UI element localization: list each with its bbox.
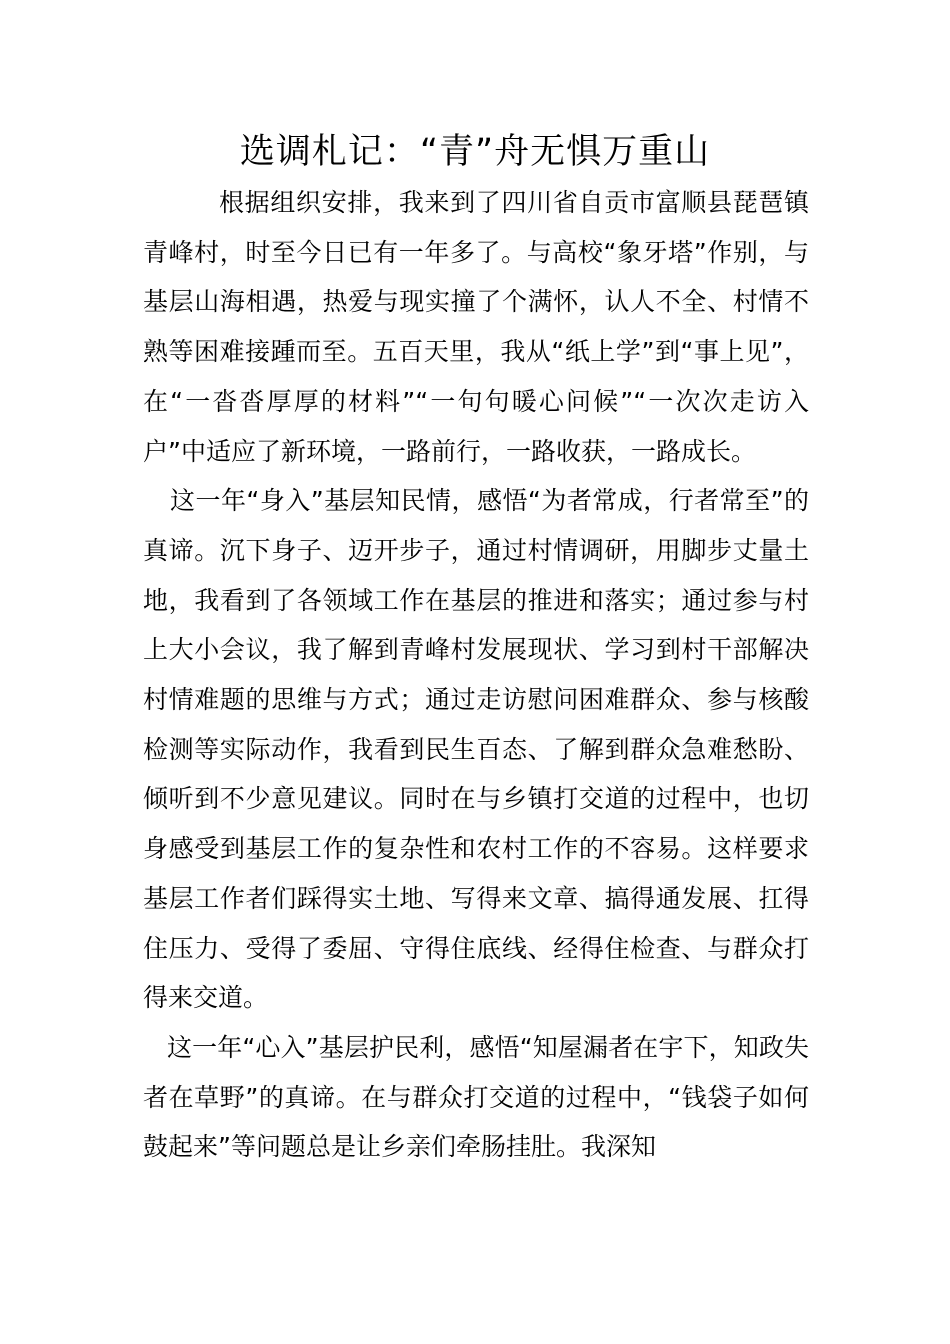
- document-body: [143, 178, 809, 1172]
- paragraph-2: 这一年“身入”基层知民情，感悟“为者常成，行者常至”的真谛。沉下身子、迈开步子，通过村情调研，用脚步丈量土地，我看到了各领域工作在基层的推进和落实；通过参与村上大小会议，我了解到青峰村发展现状、学习到村干部解决村情难题的思维与方式；通过走访慰问困难群众、参与核酸检测等实际动作，我看到民生百态、了解到群众急难愁盼、倾听到不少意见建议。同时在与乡镇打交道的过程中，也切身感受到基层工作的复杂性和农村工作的不容易。这样要求基层工作者们踩得实土地、写得来文章、搞得通发展、扛得住压力、受得了委屈、守得住底线、经得住检查、与群众打得来交道。: [143, 486, 809, 1013]
- document-title: 选调札记：“青”舟无惧万重山: [239, 132, 711, 172]
- paragraph-3: 这一年“心入”基层护民利，感悟“知屋漏者在宇下，知政失者在草野”的真谛。在与群众打交道的过程中，“钱袋子如何鼓起来”等问题总是让乡亲们牵肠挂肚。我深知: [143, 1032, 809, 1162]
- paragraph-1: 根据组织安排，我来到了四川省自贡市富顺县琵琶镇青峰村，时至今日已有一年多了。与高校“象牙塔”作别，与基层山海相遇，热爱与现实撞了个满怀，认人不全、村情不熟等困难接踵而至。五百天里，我从“纸上学”到“事上见”，在“一沓沓厚厚的材料”“一句句暖心问候”“一次次走访入户”中适应了新环境，一路前行，一路收获，一路成长。: [143, 188, 809, 466]
